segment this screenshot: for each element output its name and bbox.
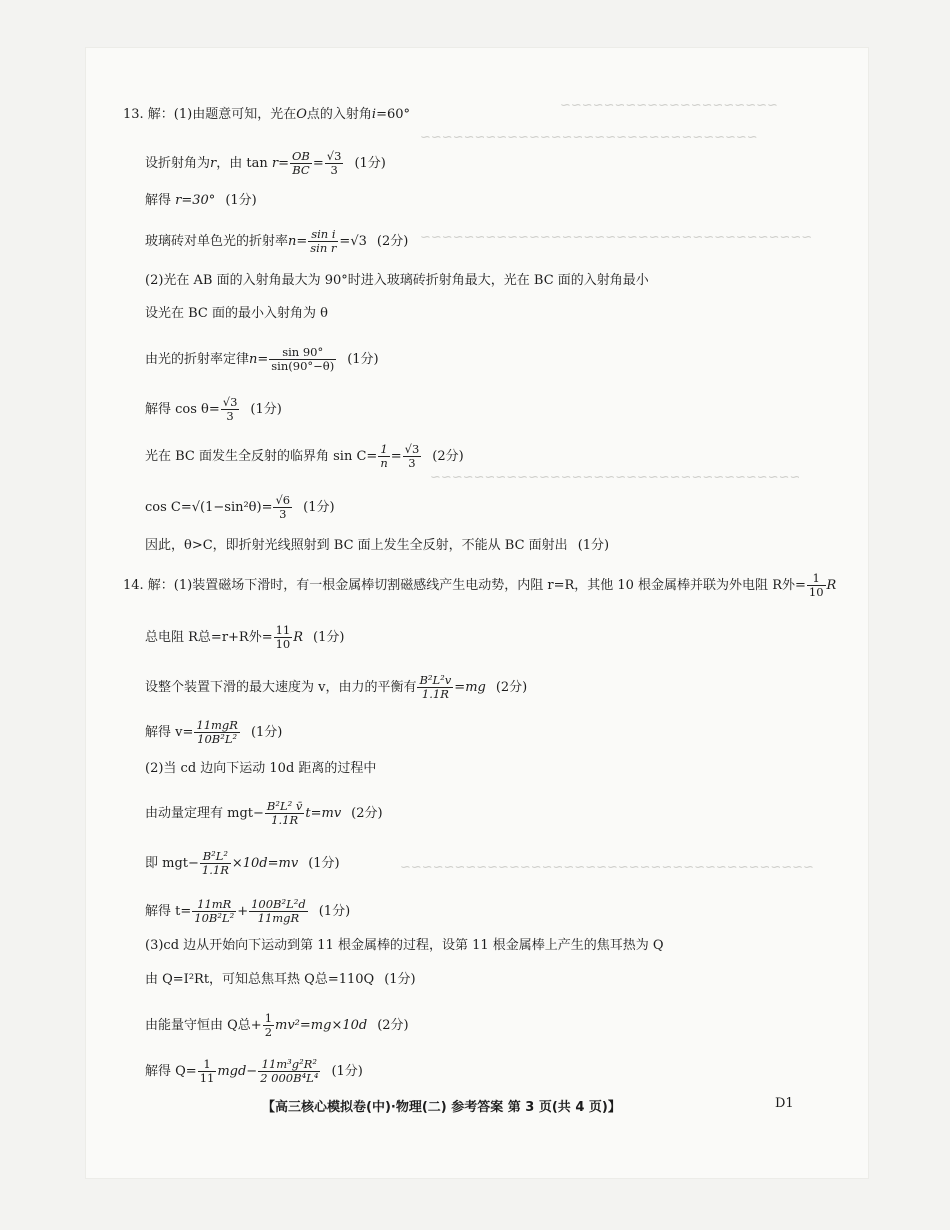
- q14-line-2: [145, 674, 527, 701]
- fraction: [378, 443, 389, 470]
- denominator: 11: [199, 1071, 215, 1085]
- q13-line-1-text: 设折射角为: [145, 156, 211, 171]
- q13-line-9-text: cos C=√(1−sin²θ)=: [145, 500, 273, 515]
- numerator: 1: [198, 1058, 217, 1072]
- q13-line-3: [145, 228, 408, 255]
- q14-line-6-text: 即 mgt−: [145, 856, 199, 871]
- q13-line-2-eq: r=30°: [175, 193, 216, 208]
- q13-line-4-text: (2)光在 AB 面的入射角最大为 90°时进入玻璃砖折射角最大，光在 BC 面的入射角最小: [145, 273, 649, 288]
- score-mark: (2分): [495, 680, 528, 695]
- numerator: 100B²L²d: [251, 897, 306, 911]
- q13-line-1-mid: ，由 tan: [216, 156, 268, 171]
- score-mark: (1分): [354, 156, 386, 171]
- q14-line-11-mid: mgd−: [217, 1064, 258, 1079]
- score-mark: (1分): [225, 193, 257, 208]
- q14-line-9: [145, 971, 416, 989]
- denominator: 10: [275, 637, 291, 651]
- q14-line-2-text: 设整个装置下滑的最大速度为 v，由力的平衡有: [145, 680, 417, 695]
- bleed-through-text: ~~~~~~~~~~~~~~~~~~~~~~~~~~~~~~~~~~~~~~: [400, 860, 814, 875]
- q13-heading-text: 13. 解：(1)由题意可知，光在: [123, 107, 297, 122]
- q13-line-6: [145, 346, 379, 373]
- q14-line-7: [145, 898, 350, 925]
- fraction: [249, 898, 308, 925]
- numerator: 1: [807, 572, 826, 586]
- q14-line-9-text: 由 Q=I²Rt，可知总焦耳热 Q总=110Q: [145, 972, 375, 987]
- q14-line-3-text: 解得 v=: [145, 725, 194, 740]
- q14-line-7-text: 解得 t=: [145, 904, 192, 919]
- q13-line-10: [145, 537, 609, 555]
- bleed-through-text: ~~~~~~~~~~~~~~~~~~~~~~~~~~~~~~~: [420, 130, 758, 145]
- q14-line-1-text: 总电阻 R总=r+R外=: [145, 630, 273, 645]
- q13-line-6-text: 由光的折射率定律: [145, 352, 250, 367]
- denominator: sin r: [310, 241, 337, 255]
- numerator: 11mgR: [196, 718, 238, 732]
- denominator: 2 000B⁴L⁴: [260, 1071, 319, 1085]
- q14-line-11-text: 解得 Q=: [145, 1064, 197, 1079]
- denominator: 10: [808, 585, 824, 599]
- q14-line-3: [145, 719, 282, 746]
- q14-line-11: [145, 1058, 363, 1085]
- score-mark: (1分): [577, 538, 610, 553]
- q13-line-1-r2: r: [271, 156, 279, 171]
- q14-line-10-text: 由能量守恒由 Q总+: [145, 1018, 262, 1033]
- q14-line-5: [145, 800, 383, 827]
- q13-line-8: [145, 443, 464, 470]
- score-mark: (1分): [308, 856, 340, 871]
- denominator: 3: [279, 507, 287, 521]
- score-mark: (2分): [377, 1018, 409, 1033]
- denominator: 10B²L²: [197, 732, 238, 746]
- fraction: [263, 1012, 274, 1039]
- denominator: 3: [330, 163, 338, 177]
- numerator: sin i: [308, 228, 338, 242]
- score-mark: (1分): [331, 1064, 363, 1079]
- q13-line-10-text: 因此，θ>C，即折射光线照射到 BC 面上发生全反射，不能从 BC 面射出: [145, 538, 568, 553]
- q14-heading-text: 14. 解：(1)装置磁场下滑时，有一根金属棒切割磁感线产生电动势，内阻 r=R，其他 10 根金属棒并联为外电阻 R外=: [123, 578, 806, 593]
- denominator: 10B²L²: [194, 911, 235, 925]
- numerator: B²L²: [200, 850, 231, 864]
- q13-line-1: [145, 150, 386, 177]
- denominator: 1.1R: [421, 687, 449, 701]
- q13-point-o: O: [296, 107, 307, 122]
- denominator: n: [380, 456, 388, 470]
- q14-line-4: [145, 760, 376, 778]
- fraction: [290, 150, 312, 177]
- q14-line-6-tail: ×10d=mv: [231, 856, 299, 871]
- q14-line-4-text: (2)当 cd 边向下运动 10d 距离的过程中: [145, 761, 377, 776]
- fraction: [273, 494, 292, 521]
- q14-line-2-tail: =mg: [454, 680, 486, 695]
- numerator: √3: [326, 149, 342, 163]
- q13-line-7: [145, 396, 282, 423]
- q14-line-1: [145, 624, 344, 651]
- denominator: BC: [292, 163, 310, 177]
- fraction: [265, 800, 304, 827]
- fraction: [403, 443, 422, 470]
- score-mark: (1分): [303, 500, 335, 515]
- numerator: sin 90°: [269, 346, 336, 360]
- fraction: [274, 624, 293, 651]
- fraction: [258, 1058, 320, 1085]
- q14-line-8: [145, 937, 664, 955]
- q14-line-7-plus: +: [237, 904, 249, 919]
- q14-heading: [123, 572, 836, 599]
- numerator: √6: [275, 493, 291, 507]
- fraction: [198, 1058, 217, 1085]
- page-sheet: [86, 48, 868, 1178]
- denominator: 11mgR: [257, 911, 300, 925]
- score-mark: (1分): [313, 630, 345, 645]
- q13-line-8-text: 光在 BC 面发生全反射的临界角 sin C=: [145, 449, 378, 464]
- q14-line-8-text: (3)cd 边从开始向下运动到第 11 根金属棒的过程，设第 11 根金属棒上产生的焦耳热为 Q: [145, 938, 664, 953]
- numerator: √3: [404, 442, 420, 456]
- score-mark: (1分): [318, 904, 351, 919]
- bleed-through-text: ~~~~~~~~~~~~~~~~~~~~~~~~~~~~~~~~~~~~: [420, 230, 813, 245]
- q13-line-7-text: 解得 cos θ=: [145, 402, 220, 417]
- numerator: √3: [222, 395, 238, 409]
- q13-line-1-r: r: [210, 156, 217, 171]
- q13-line-3-text: 玻璃砖对单色光的折射率: [145, 234, 289, 249]
- bleed-through-text: ~~~~~~~~~~~~~~~~~~~~: [560, 98, 778, 113]
- q13-angle-i: i: [371, 107, 377, 122]
- score-mark: (2分): [432, 449, 464, 464]
- fraction: [192, 898, 236, 925]
- score-mark: (1分): [250, 402, 282, 417]
- fraction: [417, 674, 453, 701]
- page-footer: 【高三核心模拟卷(中)·物理(二) 参考答案 第 3 页(共 4 页)】: [262, 1100, 621, 1115]
- numerator: 1: [378, 443, 389, 457]
- q13-line-6-n: n=: [249, 352, 269, 367]
- denominator: 3: [408, 456, 416, 470]
- q14-line-10-tail: mv²=mg×10d: [275, 1018, 368, 1033]
- fraction: [269, 346, 336, 373]
- numerator: 11: [275, 623, 291, 637]
- score-mark: (1分): [384, 972, 416, 987]
- denominator: 3: [226, 409, 234, 423]
- numerator: 11m³g²R²: [258, 1058, 320, 1072]
- fraction: [308, 228, 338, 255]
- denominator: 1.1R: [271, 813, 299, 827]
- score-mark: (2分): [376, 234, 409, 249]
- numerator: 1: [264, 1011, 273, 1025]
- score-mark: (2分): [351, 806, 383, 821]
- q13-line-3-val: =√3: [339, 234, 367, 249]
- numerator: B²L² v̄: [266, 799, 303, 813]
- page-code: D1: [775, 1096, 794, 1111]
- fraction: [221, 396, 240, 423]
- fraction: [807, 572, 826, 599]
- q13-line-8-eq: =: [390, 449, 402, 464]
- q13-line-1-eq2: =: [312, 156, 324, 171]
- q13-line-1-eq: =: [278, 156, 289, 171]
- denominator: 2: [264, 1025, 273, 1039]
- fraction: [200, 850, 231, 877]
- q14-line-1-tail: R: [293, 630, 304, 645]
- q13-heading: [123, 106, 410, 124]
- denominator: sin(90°−θ): [271, 359, 335, 373]
- q13-line-2: [145, 192, 257, 210]
- bleed-through-text: ~~~~~~~~~~~~~~~~~~~~~~~~~~~~~~~~~~: [430, 470, 801, 485]
- q14-line-5-tail: t=mv: [305, 806, 342, 821]
- q13-line-2-text: 解得: [145, 193, 172, 208]
- q13-line-5-text: 设光在 BC 面的最小入射角为 θ: [145, 306, 328, 321]
- q13-line-5: [145, 305, 328, 323]
- denominator: 1.1R: [201, 863, 229, 877]
- q14-line-10: [145, 1012, 409, 1039]
- q14-line-6: [145, 850, 340, 877]
- q13-heading-tail: 点的入射角: [306, 107, 372, 122]
- q13-heading-val: =60°: [376, 107, 411, 122]
- score-mark: (1分): [250, 725, 283, 740]
- q13-line-3-n: n=: [288, 234, 308, 249]
- fraction: [325, 150, 344, 177]
- q13-line-9: [145, 494, 335, 521]
- q13-line-4: [145, 272, 649, 290]
- q14-heading-tail: R: [826, 578, 837, 593]
- q14-line-5-text: 由动量定理有 mgt−: [145, 806, 264, 821]
- numerator: B²L²v: [419, 673, 452, 687]
- numerator: OB: [291, 149, 310, 163]
- fraction: [194, 719, 240, 746]
- score-mark: (1分): [347, 352, 379, 367]
- numerator: 11mR: [192, 898, 236, 912]
